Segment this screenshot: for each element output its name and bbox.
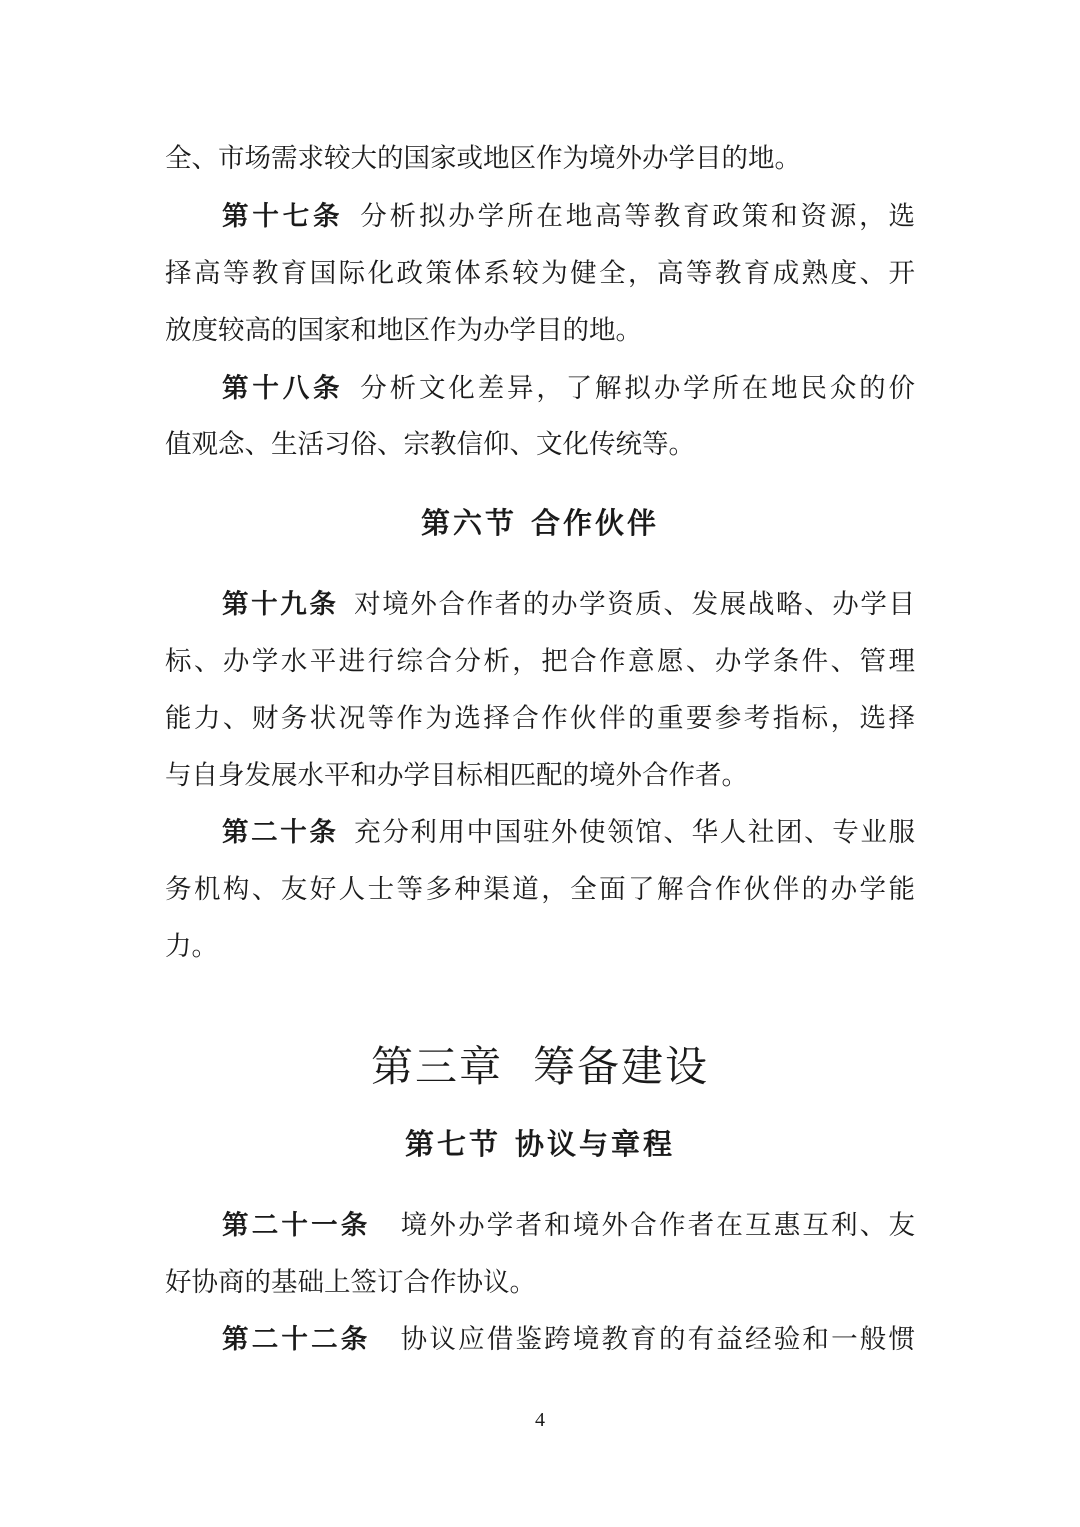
article-22-label: 第二十二条 — [222, 1324, 371, 1355]
article-20-line-3: 力。 — [165, 931, 218, 962]
article-19-line-4: 与自身发展水平和办学目标相匹配的境外合作者。 — [165, 760, 748, 791]
article-21-label: 第二十一条 — [222, 1210, 371, 1241]
article-19-line-2: 标、办学水平进行综合分析，把合作意愿、办学条件、管理 — [165, 646, 915, 677]
article-22-text: 协议应借鉴跨境教育的有益经验和一般惯 — [398, 1324, 916, 1355]
article-21-line-2: 好协商的基础上签订合作协议。 — [165, 1267, 536, 1298]
article-17-label: 第十七条 — [222, 201, 344, 232]
section-7-heading — [0, 1122, 1080, 1166]
page-number: 4 — [535, 1409, 545, 1431]
section-6-heading — [0, 501, 1080, 545]
article-17-line-1 — [222, 197, 915, 237]
section-6-title: 合作伙伴 — [531, 506, 660, 540]
article-20-text: 充分利用中国驻外使领馆、华人社团、专业服 — [352, 817, 915, 848]
article-20-line-1 — [222, 813, 915, 853]
article-18-text: 分析文化差异，了解拟办学所在地民众的价 — [357, 373, 916, 404]
section-7-title: 协议与章程 — [515, 1127, 676, 1161]
article-17-line-3: 放度较高的国家和地区作为办学目的地。 — [165, 315, 642, 346]
article-17-text: 分析拟办学所在地高等教育政策和资源，选 — [357, 201, 916, 232]
chapter-3-number: 第三章 — [370, 1042, 503, 1091]
article-20-line-2: 务机构、友好人士等多种渠道，全面了解合作伙伴的办学能 — [165, 874, 915, 905]
article-19-text: 对境外合作者的办学资质、发展战略、办学目 — [352, 589, 915, 620]
article-19-line-3: 能力、财务状况等作为选择合作伙伴的重要参考指标，选择 — [165, 703, 915, 734]
article-19-label: 第十九条 — [222, 589, 339, 620]
chapter-3-title: 筹备建设 — [533, 1042, 710, 1091]
article-19-line-1 — [222, 585, 915, 625]
section-6-number: 第六节 — [420, 506, 517, 540]
article-21-line-1 — [222, 1206, 915, 1246]
article-22-line-1 — [222, 1320, 915, 1360]
article-17-line-2: 择高等教育国际化政策体系较为健全，高等教育成熟度、开 — [165, 258, 915, 289]
article-18-line-1 — [222, 369, 915, 409]
article-18-line-2: 值观念、生活习俗、宗教信仰、文化传统等。 — [165, 429, 695, 460]
section-7-number: 第七节 — [404, 1127, 501, 1161]
article-18-label: 第十八条 — [222, 373, 344, 404]
article-21-text: 境外办学者和境外合作者在互惠互利、友 — [398, 1210, 916, 1241]
chapter-3-heading — [0, 1039, 1080, 1095]
paragraph-line: 全、市场需求较大的国家或地区作为境外办学目的地。 — [165, 143, 801, 174]
article-20-label: 第二十条 — [222, 817, 339, 848]
